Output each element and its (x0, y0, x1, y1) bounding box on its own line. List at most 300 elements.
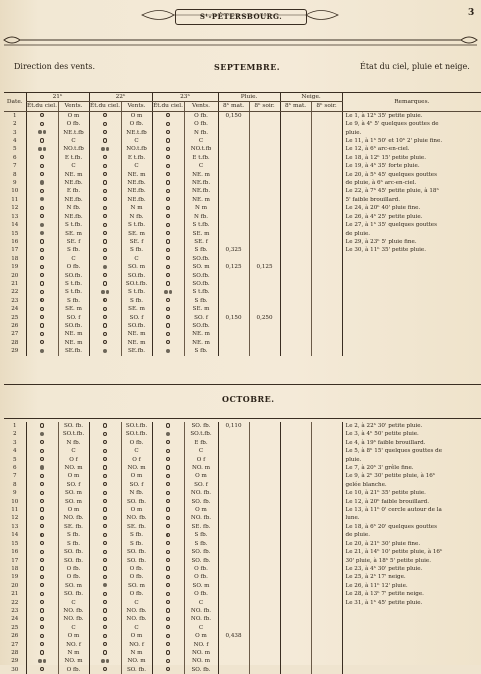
sky-cloudy-icon (40, 349, 44, 353)
rain-morning-cell (218, 272, 249, 280)
sky-clear-icon (166, 440, 170, 444)
rain-morning-cell (218, 171, 249, 179)
remark-cell (342, 615, 481, 623)
rain-evening-cell (249, 430, 280, 438)
snow-morning-cell (280, 481, 311, 489)
snow-morning-cell (280, 439, 311, 447)
wind-cell: NO. f (58, 641, 89, 649)
snow-evening-cell (311, 272, 342, 280)
sky-cell (152, 272, 184, 280)
snow-morning-cell (280, 607, 311, 615)
sky-cell (89, 179, 121, 187)
sky-cell (26, 573, 58, 581)
snow-evening-cell (311, 439, 342, 447)
date-cell: 2 (12, 431, 17, 438)
sky-cell (152, 339, 184, 347)
sub-vents: Vents. (184, 102, 218, 111)
rain-evening-cell (249, 624, 280, 632)
table-row (4, 565, 481, 573)
snow-evening-cell (311, 263, 342, 271)
sky-cell (26, 154, 58, 162)
sky-clear-icon (166, 113, 170, 117)
table-row (4, 447, 481, 455)
wind-cell: E t.fb. (121, 154, 152, 162)
sky-cell (26, 137, 58, 145)
wind-cell: C (58, 447, 89, 455)
rain-evening-cell (249, 548, 280, 556)
remark-cell (342, 339, 481, 347)
sky-clear-icon (103, 256, 107, 260)
sky-cell (152, 263, 184, 271)
rain-evening-cell (249, 456, 280, 464)
wind-cell: SO. fb. (58, 548, 89, 556)
sky-clear-icon (166, 499, 170, 503)
rain-morning-cell (218, 297, 249, 305)
sky-clear-icon (40, 491, 44, 495)
wind-cell: SE. m (184, 230, 218, 238)
sky-cell (152, 498, 184, 506)
table-row (4, 230, 481, 238)
rain-evening-cell (249, 649, 280, 657)
sky-cell (152, 330, 184, 338)
rain-morning-cell (218, 339, 249, 347)
sky-clear-icon (40, 248, 44, 252)
wind-cell: C (58, 137, 89, 145)
snow-morning-cell (280, 573, 311, 581)
sky-cell (89, 145, 121, 153)
rain-evening-cell (249, 162, 280, 170)
wind-cell: SO. m (58, 489, 89, 497)
snow-evening-cell (311, 179, 342, 187)
sky-clear-icon (166, 130, 170, 134)
sky-cell (89, 280, 121, 288)
sky-cell (26, 439, 58, 447)
sub-etat: Ét.du ciel. (90, 103, 120, 110)
rain-morning-cell (218, 666, 249, 674)
snow-evening-cell (311, 531, 342, 539)
snow-evening-cell (311, 557, 342, 565)
remark-cell: Le 29, à 23ʰ 5' pluie fine. (342, 238, 481, 246)
rain-morning-cell (218, 255, 249, 263)
sky-cell (89, 540, 121, 548)
table-row (4, 288, 481, 296)
wind-cell: O m (121, 632, 152, 640)
rain-evening-cell (249, 666, 280, 674)
snow-evening-cell (311, 514, 342, 522)
remark-cell: Le 19, à 4ʰ 35' forte pluie. (342, 162, 481, 170)
sky-cell (26, 314, 58, 322)
rain-evening-cell (249, 523, 280, 531)
snow-evening-cell (311, 297, 342, 305)
snow-evening-cell (311, 204, 342, 212)
wind-cell: SE. fb. (184, 523, 218, 531)
table-row (4, 439, 481, 447)
sky-cell (89, 531, 121, 539)
sky-clear-icon (40, 273, 44, 277)
snow-morning-cell (280, 523, 311, 531)
sky-clear-icon (166, 667, 170, 671)
date-cell: 3 (12, 129, 17, 136)
sky-cell (26, 514, 58, 522)
remark-cell: Le 2, à 22ʰ 30' petite pluie. (342, 422, 481, 430)
rain-morning-cell (218, 456, 249, 464)
table-row (4, 666, 481, 674)
rain-evening-cell (249, 187, 280, 195)
rain-evening-cell (249, 422, 280, 430)
sky-cell (26, 557, 58, 565)
sky-clear-icon (103, 315, 107, 319)
table-row (4, 179, 481, 187)
snow-evening-cell (311, 590, 342, 598)
wind-cell: NE.fb. (58, 179, 89, 187)
wind-cell: NO. fb. (121, 615, 152, 623)
snow-evening-cell (311, 339, 342, 347)
sky-clear-icon (40, 164, 44, 168)
rain-morning-cell (218, 120, 249, 128)
sky-clear-icon (103, 650, 107, 654)
rain-evening-cell (249, 590, 280, 598)
wind-cell: C (121, 599, 152, 607)
sky-cell (89, 464, 121, 472)
table-row (4, 506, 481, 514)
sky-cell (152, 615, 184, 623)
sky-clear-icon (103, 550, 107, 554)
table-row (4, 590, 481, 598)
wind-cell: S t.fb. (184, 221, 218, 229)
table-row (4, 573, 481, 581)
month-title-september: SEPTEMBRE. (214, 62, 281, 72)
rain-evening-cell (249, 514, 280, 522)
rain-morning-cell (218, 481, 249, 489)
snow-morning-cell (280, 162, 311, 170)
wind-cell: O f (58, 456, 89, 464)
sky-cell (89, 632, 121, 640)
sky-cell (152, 230, 184, 238)
sky-cell (26, 523, 58, 531)
sky-cell (89, 514, 121, 522)
date-cell: 1 (12, 112, 17, 119)
remark-cell: Le 22, à 7ʰ 45' petite pluie, à 18ʰ (342, 187, 481, 195)
sky-cell (152, 129, 184, 137)
snow-morning-cell (280, 154, 311, 162)
sky-cell (152, 557, 184, 565)
wind-cell: O m (184, 472, 218, 480)
wind-cell: O m (58, 632, 89, 640)
sky-clear-icon (166, 180, 170, 184)
rain-morning-cell (218, 464, 249, 472)
remark-cell: pluie. (342, 129, 481, 137)
sky-clear-icon (103, 449, 107, 453)
sky-clear-icon (40, 541, 44, 545)
sky-clear-icon (40, 625, 44, 629)
wind-cell: SO. fb. (58, 590, 89, 598)
rain-morning-cell (218, 347, 249, 355)
sky-clear-icon (166, 650, 170, 654)
rain-morning-cell (218, 523, 249, 531)
sky-cell (26, 272, 58, 280)
wind-cell: NO. m (121, 464, 152, 472)
sky-cell (26, 162, 58, 170)
sky-cell (152, 548, 184, 556)
sky-cell (26, 456, 58, 464)
wind-cell: N fb. (121, 213, 152, 221)
sky-clear-icon (166, 332, 170, 336)
wind-cell: N fb. (184, 213, 218, 221)
snow-morning-cell (280, 514, 311, 522)
snow-evening-cell (311, 305, 342, 313)
sky-clear-icon (40, 449, 44, 453)
remark-cell (342, 288, 481, 296)
rain-morning-cell (218, 573, 249, 581)
wind-cell: SE. fb. (121, 523, 152, 531)
sky-cell (152, 213, 184, 221)
wind-cell: O fb. (121, 565, 152, 573)
wind-cell: C (184, 599, 218, 607)
sky-cell (89, 506, 121, 514)
sky-clear-icon (103, 323, 107, 327)
sky-cell (26, 196, 58, 204)
table-row (4, 263, 481, 271)
sky-cell (152, 641, 184, 649)
wind-cell: N m (184, 204, 218, 212)
sky-clear-icon (40, 113, 44, 117)
sky-cell (89, 272, 121, 280)
sky-cell (152, 590, 184, 598)
snow-evening-cell (311, 422, 342, 430)
snow-evening-cell (311, 641, 342, 649)
sky-clear-icon (40, 138, 44, 142)
snow-evening-cell (311, 111, 342, 120)
wind-cell: SO.fb. (184, 272, 218, 280)
snow-evening-cell (311, 230, 342, 238)
sky-clear-icon (166, 223, 170, 227)
sky-cell (152, 171, 184, 179)
rain-evening-cell (249, 137, 280, 145)
wind-cell: C (121, 255, 152, 263)
wind-cell: NO. fb. (184, 489, 218, 497)
rain-evening-cell (249, 204, 280, 212)
wind-cell: NO. m (58, 464, 89, 472)
remark-cell (342, 330, 481, 338)
sky-clear-icon (40, 332, 44, 336)
rain-morning-cell (218, 506, 249, 514)
wind-cell: C (184, 137, 218, 145)
sky-cell (152, 523, 184, 531)
wind-cell: NE.fb. (121, 187, 152, 195)
sky-half-icon (40, 533, 44, 537)
snow-morning-cell (280, 472, 311, 480)
sky-clear-icon (103, 457, 107, 461)
sky-clear-icon (40, 507, 44, 511)
sky-cell (152, 162, 184, 170)
table-row (4, 171, 481, 179)
sky-cell (89, 137, 121, 145)
remark-cell: de pluie. (342, 531, 481, 539)
sky-cell (26, 187, 58, 195)
wind-cell: SO. m (184, 582, 218, 590)
sky-cell (26, 624, 58, 632)
snow-morning-cell (280, 330, 311, 338)
wind-cell: S fb. (121, 246, 152, 254)
sky-clear-icon (40, 474, 44, 478)
sky-cell (89, 607, 121, 615)
date-cell: 22 (11, 599, 19, 606)
snow-morning-cell (280, 111, 311, 120)
remark-cell: Le 30, à 11ʰ 35' petite pluie. (342, 246, 481, 254)
rain-morning-cell (218, 599, 249, 607)
rain-morning-cell (218, 430, 249, 438)
wind-cell: C (184, 624, 218, 632)
sky-cell (89, 129, 121, 137)
wind-cell: S t.fb. (58, 280, 89, 288)
snow-morning-cell (280, 430, 311, 438)
sky-cell (152, 540, 184, 548)
sky-cell (26, 649, 58, 657)
sky-cell (152, 439, 184, 447)
sky-cloudy-icon (103, 265, 107, 269)
rain-morning-cell (218, 179, 249, 187)
sky-clear-icon (103, 592, 107, 596)
snow-evening-cell (311, 540, 342, 548)
sky-cell (152, 145, 184, 153)
date-cell: 22 (11, 289, 19, 296)
table-row (4, 607, 481, 615)
wind-cell: O fb. (184, 111, 218, 120)
snow-evening-cell (311, 238, 342, 246)
date-cell: 11 (11, 196, 19, 203)
rain-evening-cell (249, 506, 280, 514)
sky-cell (152, 573, 184, 581)
sky-cell (152, 196, 184, 204)
sky-clear-icon (103, 273, 107, 277)
sky-clear-icon (40, 550, 44, 554)
sky-clear-icon (166, 315, 170, 319)
table-row (4, 238, 481, 246)
wind-cell: O m (184, 506, 218, 514)
date-cell: 17 (11, 557, 19, 564)
table-row (4, 297, 481, 305)
sky-clear-icon (166, 256, 170, 260)
rain-evening-cell (249, 557, 280, 565)
rain-morning-cell: 0,125 (218, 263, 249, 271)
wind-cell: N fb. (58, 439, 89, 447)
sky-clear-icon (40, 440, 44, 444)
rain-morning-cell (218, 162, 249, 170)
sky-cell (26, 255, 58, 263)
wind-cell: NE. m (121, 171, 152, 179)
table-row (4, 540, 481, 548)
sky-cell (89, 314, 121, 322)
sky-clear-icon (40, 256, 44, 260)
rain-evening-cell (249, 196, 280, 204)
table-row (4, 599, 481, 607)
sky-overcast-double-icon (38, 659, 46, 663)
wind-cell: SO. fb. (58, 557, 89, 565)
wind-cell: NO. fb. (58, 514, 89, 522)
sky-clear-icon (103, 566, 107, 570)
rain-morning-cell (218, 196, 249, 204)
table-row (4, 531, 481, 539)
date-cell: 30 (11, 666, 19, 673)
date-cell: 9 (12, 490, 17, 497)
snow-evening-cell (311, 489, 342, 497)
remark-cell: Le 10, à 21ʰ 35' petite pluie. (342, 489, 481, 497)
rain-evening-cell (249, 145, 280, 153)
snow-morning-cell (280, 322, 311, 330)
rain-morning-cell (218, 447, 249, 455)
snow-evening-cell (311, 632, 342, 640)
remark-cell (342, 649, 481, 657)
sky-clear-icon (166, 298, 170, 302)
rain-evening-cell (249, 339, 280, 347)
wind-cell: N fb. (184, 129, 218, 137)
sky-cell (26, 447, 58, 455)
rain-morning-cell: 0,438 (218, 632, 249, 640)
sky-overcast-double-icon (101, 147, 109, 151)
snow-evening-cell (311, 171, 342, 179)
sky-clear-icon (103, 231, 107, 235)
sky-clear-icon (40, 307, 44, 311)
rain-morning-cell (218, 514, 249, 522)
wind-cell: SE. f (58, 238, 89, 246)
date-cell: 4 (12, 448, 17, 455)
sky-clear-icon (166, 491, 170, 495)
sky-cell (26, 238, 58, 246)
wind-cell: SO. fb. (58, 422, 89, 430)
snow-morning-cell (280, 305, 311, 313)
sky-clear-icon (166, 273, 170, 277)
rain-evening-cell (249, 641, 280, 649)
sky-clear-icon (103, 122, 107, 126)
sky-cloudy-icon (40, 197, 44, 201)
sky-cell (26, 111, 58, 120)
col-22h: 22ʰ (89, 93, 152, 102)
wind-cell: E fb. (58, 187, 89, 195)
sky-cell (26, 145, 58, 153)
sky-clear-icon (166, 642, 170, 646)
wind-cell: C (121, 447, 152, 455)
date-cell: 27 (11, 331, 19, 338)
remark-cell (342, 641, 481, 649)
rain-morning-cell (218, 489, 249, 497)
snow-evening-cell (311, 573, 342, 581)
sky-clear-icon (103, 432, 107, 436)
wind-cell: N m (121, 649, 152, 657)
wind-cell: NE.fb. (121, 179, 152, 187)
sky-clear-icon (103, 440, 107, 444)
date-cell: 12 (11, 515, 19, 522)
rain-evening-cell (249, 221, 280, 229)
sky-cell (89, 649, 121, 657)
sky-clear-icon (166, 189, 170, 193)
sky-clear-icon (40, 457, 44, 461)
wind-cell: S fb. (184, 540, 218, 548)
sky-cell (152, 464, 184, 472)
rain-evening-cell (249, 213, 280, 221)
snow-evening-cell (311, 288, 342, 296)
snow-evening-cell (311, 196, 342, 204)
rain-morning-cell (218, 213, 249, 221)
date-cell: 7 (12, 163, 17, 170)
wind-cell: C (58, 162, 89, 170)
snow-evening-cell (311, 582, 342, 590)
snow-evening-cell (311, 347, 342, 355)
wind-cell: NO. fb. (121, 514, 152, 522)
remark-cell: Le 20, à 5ʰ 45' quelques gouttes (342, 171, 481, 179)
sky-clear-icon (166, 524, 170, 528)
remark-cell: de pluie. (342, 230, 481, 238)
snow-morning-cell (280, 506, 311, 514)
